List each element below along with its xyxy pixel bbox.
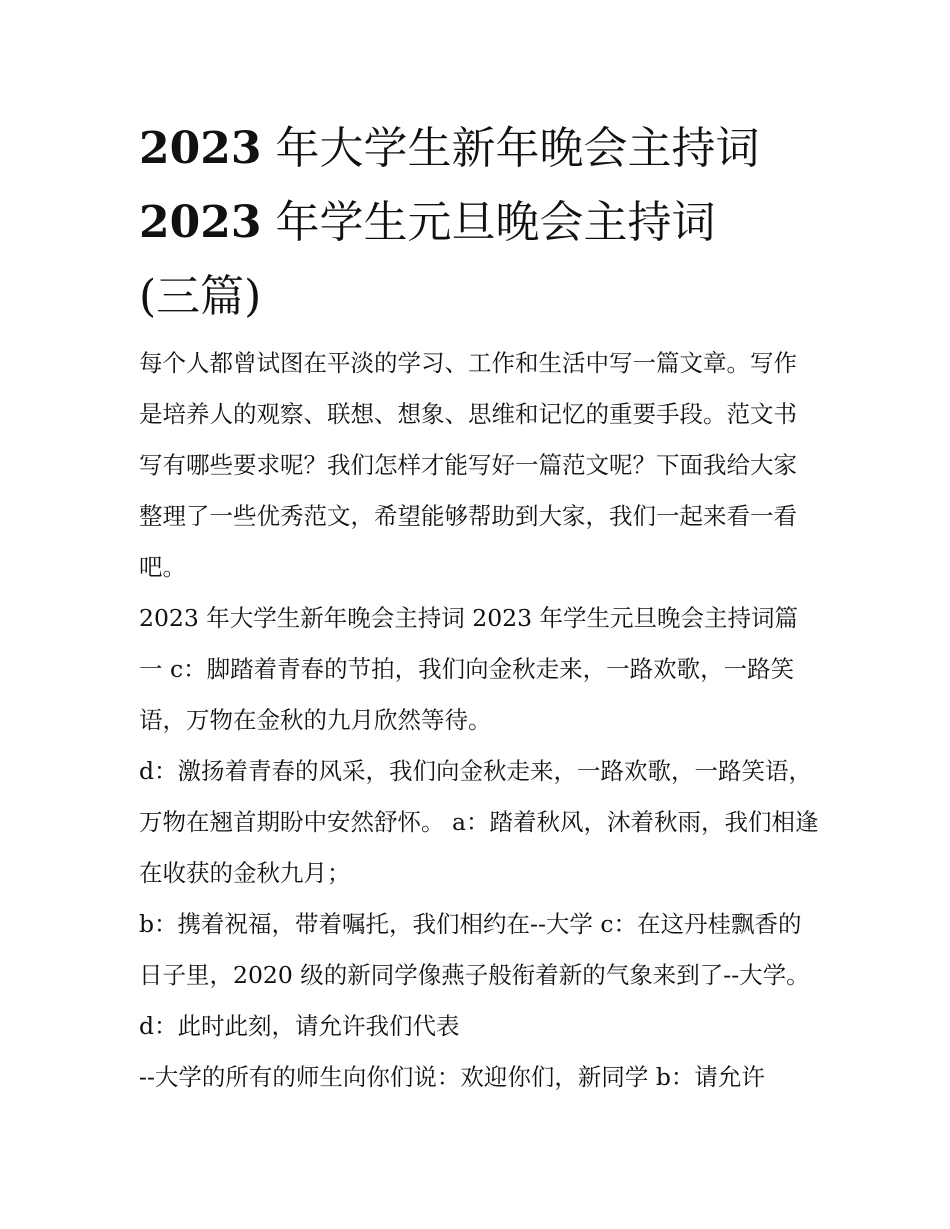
body-paragraph-1: 2023 年大学生新年晚会主持词 2023 年学生元旦晚会主持词篇一 c：脚踏着青春的节拍，我们向金秋走来，一路欢歌，一路笑语，万物在金秋的九月欣然等待。 xyxy=(139,604,799,734)
intro-paragraph: 每个人都曾试图在平淡的学习、工作和生活中写一篇文章。写作是培养人的观察、联想、想象、思维和记忆的重要手段。范文书写有哪些要求呢？我们怎样才能写好一篇范文呢？下面我给大家整理了一些优秀范文，希望能够帮助到大家，我们一起来看一看吧。 xyxy=(139,349,797,581)
document-title xyxy=(139,112,819,334)
title-line-2: 2023 年学生元旦晚会主持词 xyxy=(139,197,716,248)
document-page xyxy=(139,112,819,1103)
body-paragraph-4: --大学的所有的师生向你们说：欢迎你们，新同学 b：请允许 xyxy=(139,1063,765,1091)
title-line-1: 2023 年大学生新年晚会主持词 xyxy=(139,123,760,174)
body-paragraph-3: b：携着祝福，带着嘱托，我们相约在--大学 c：在这丹桂飘香的日子里，2020 级的新同学像燕子般衔着新的气象来到了--大学。 d：此时此刻，请允许我们代表 xyxy=(139,910,810,1040)
body-paragraph-2: d：激扬着青春的风采，我们向金秋走来，一路欢歌，一路笑语，万物在翘首期盼中安然舒怀。 a：踏着秋风，沐着秋雨，我们相逢在收获的金秋九月； xyxy=(139,757,819,887)
title-line-3: (三篇) xyxy=(139,271,262,322)
